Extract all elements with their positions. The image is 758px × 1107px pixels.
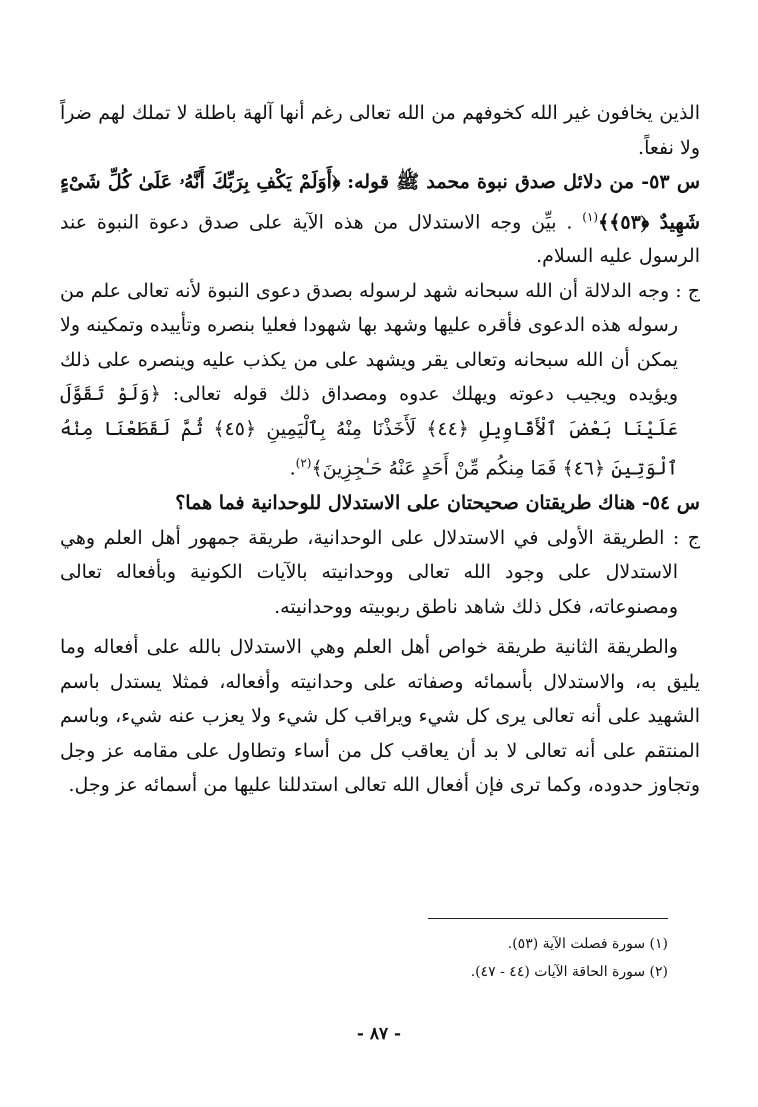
question-53: [60, 165, 700, 274]
footnote-1: (١) سورة فصلت الآية (٥٣).: [507, 936, 668, 952]
answer-54: [60, 521, 700, 625]
answer-text: الطريقة الأولى في الاستدلال على الوحدانية، طريقة جمهور أهل العلم وهي الاستدلال على وجود الله تعالى ووحدانيته بالآيات الكونية وبأفعاله تعالى ومصنوعاته، فكل ذلك شاهد ناطق ربوبيته ووحدانيته.: [60, 526, 678, 618]
answer-label: ج :: [672, 526, 700, 549]
page-number: - ٨٧ -: [356, 1024, 402, 1044]
quran-verse: ﴿وَلَوْ تَقَوَّلَ عَلَيْنَا بَعْضَ ٱلْأَقَاوِيلِ ﴿٤٤﴾ لَأَخَذْنَا مِنْهُ بِٱلْيَمِينِ ﴿٤٥﴾ ثُمَّ لَقَطَعْنَا مِنْهُ ٱلْوَتِينَ ﴿٤٦﴾ فَمَا مِنكُم مِّنْ أَحَدٍ عَنْهُ حَـٰجِزِينَ﴾: [60, 383, 678, 480]
footnote-divider: [428, 918, 668, 919]
footnotes: [68, 930, 668, 986]
page-body: [60, 96, 700, 803]
answer-54-paragraph-2: [60, 630, 700, 803]
question-label: س ٥٤- هناك طريقتان صحيحتان على الاستدلال للوحدانية فما هما؟: [175, 492, 700, 515]
answer-label: ج :: [675, 279, 700, 302]
footnote-2: (٢) سورة الحاقة الآيات (٤٤ - ٤٧).: [470, 964, 668, 980]
question-54: [60, 486, 700, 521]
footnote-marker: (١): [582, 209, 599, 224]
paragraph-text: الذين يخافون غير الله كخوفهم من الله تعالى رغم أنها آلهة باطلة لا تملك لهم ضراً ولا نفعاً.: [60, 102, 700, 159]
paragraph-continuation: [60, 96, 700, 165]
question-label: س ٥٣- من دلائل صدق نبوة محمد ﷺ قوله:: [347, 171, 701, 193]
quran-verse: ﴿أَوَلَمْ يَكْفِ بِرَبِّكَ أَنَّهُۥ عَلَىٰ كُلِّ شَىْءٍ شَهِيدٌ ﴿٥٣﴾﴾: [60, 171, 700, 233]
footnote-marker: (٢): [295, 456, 312, 471]
answer-end: .: [289, 457, 296, 480]
answer-text: وجه الدلالة أن الله سبحانه شهد لرسوله بصدق دعوى النبوة لأنه تعالى علم من رسوله هذه الدعوى فأقره عليها وشهد بها شهودا فعليا بنصره وتأييده وتمكينه ولا يمكن أن الله سبحانه وتعالى يقر ويشهد على من يكذب عليه وينصره على ذلك ويؤيده ويجيب دعوته ويهلك عدوه ومصداق ذلك قوله تعالى:: [60, 279, 678, 406]
answer-53: [60, 274, 700, 486]
question-text: . بيِّن وجه الاستدلال من هذه الآية على صدق دعوة النبوة عند الرسول عليه السلام.: [60, 210, 700, 268]
paragraph-text: والطريقة الثانية طريقة خواص أهل العلم وهي الاستدلال بالله على أفعاله وما يليق به، والاستدلال بأسمائه وصفاته على وحدانيته وأفعاله، فمثلا يستدل باسم الشهيد على أنه تعالى يرى كل شيء ويراقب كل شيء ولا يعزب عنه شيء، وباسم المنتقم على أنه تعالى لا بد أن يعاقب كل من أساء وتطاول على مقامه عز وجل وتجاوز حدوده، وكما ترى فإن أفعال الله تعالى استدللنا عليها من أسمائه عز وجل.: [60, 636, 700, 797]
